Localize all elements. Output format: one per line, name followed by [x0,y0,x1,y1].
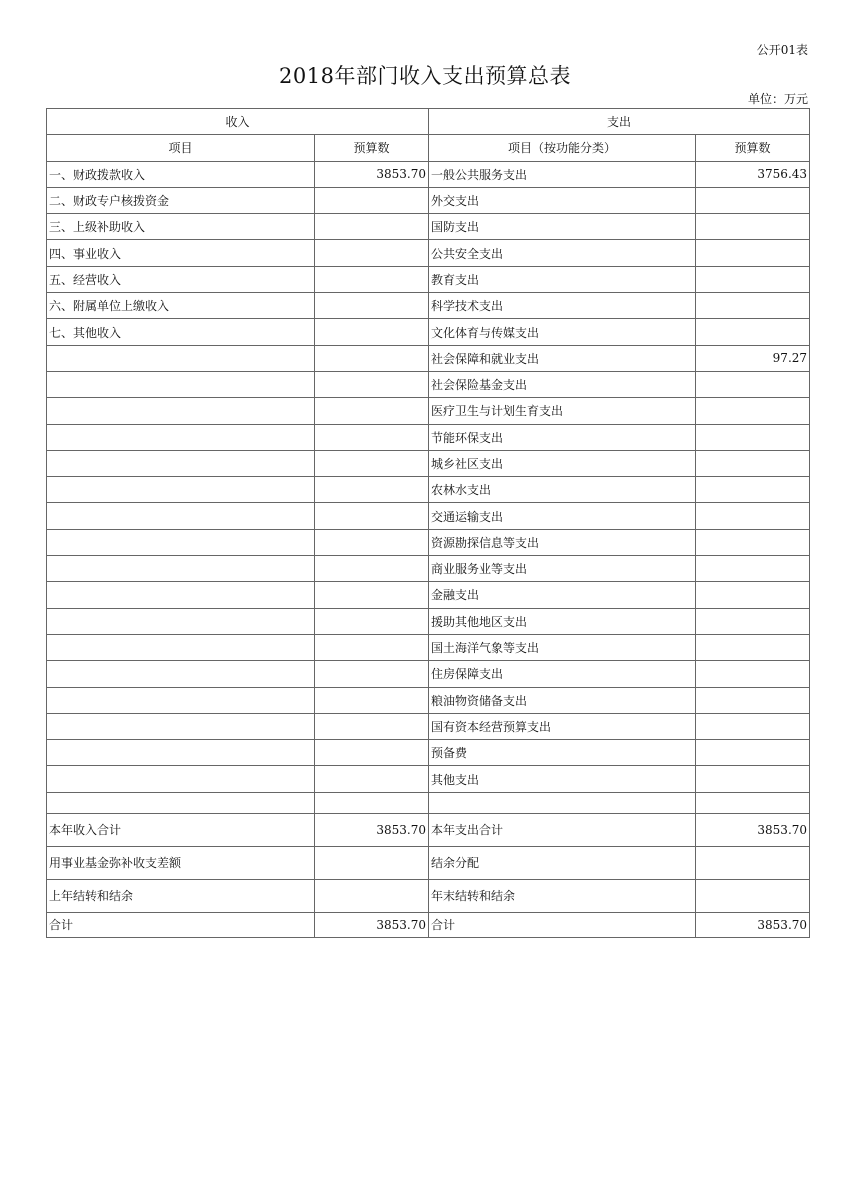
income-item-cell: 二、财政专户核拨资金 [47,187,315,213]
income-item-cell: 六、附属单位上缴收入 [47,293,315,319]
table-row [47,345,810,371]
expense-amount-cell [696,214,810,240]
table-row [47,214,810,240]
form-code: 公开01表 [756,43,808,57]
income-item-header: 项目 [47,135,315,161]
income-amount-cell [315,187,429,213]
expense-amount-cell [696,187,810,213]
income-item-cell [47,713,315,739]
expense-item-cell: 援助其他地区支出 [429,608,696,634]
expense-item-cell: 商业服务业等支出 [429,556,696,582]
expense-item-cell: 国防支出 [429,214,696,240]
table-row [47,450,810,476]
income-item-cell [47,345,315,371]
income-amount-cell [315,293,429,319]
income-amount-cell [315,345,429,371]
budget-table-body [47,109,810,938]
table-row [47,503,810,529]
table-row [47,266,810,292]
income-item-cell [47,529,315,555]
income-amount-cell [315,371,429,397]
expense-amount-cell: 3853.70 [696,813,810,846]
table-row [47,371,810,397]
expense-amount-cell [696,556,810,582]
expense-amount-cell [696,503,810,529]
table-row [47,766,810,792]
table-row [47,556,810,582]
expense-item-cell: 其他支出 [429,766,696,792]
table-row [47,424,810,450]
income-amount-cell [315,713,429,739]
expense-amount-cell: 3853.70 [696,912,810,937]
table-row [47,634,810,660]
expense-amount-cell [696,713,810,739]
header-row-sections [47,109,810,135]
income-amount-cell [315,582,429,608]
income-amount-cell [315,214,429,240]
expense-item-cell: 住房保障支出 [429,661,696,687]
expense-item-cell: 公共安全支出 [429,240,696,266]
table-row [47,293,810,319]
income-amount-cell [315,608,429,634]
income-amount-cell [315,266,429,292]
empty-cell [315,792,429,813]
income-item-cell [47,634,315,660]
income-item-cell: 上年结转和结余 [47,879,315,912]
income-item-cell [47,608,315,634]
income-item-cell: 四、事业收入 [47,240,315,266]
expense-amount-cell [696,661,810,687]
expense-amount-cell [696,240,810,266]
table-row [47,477,810,503]
empty-cell [47,792,315,813]
income-item-cell [47,687,315,713]
expense-amount-cell [696,529,810,555]
income-amount-cell: 3853.70 [315,912,429,937]
expense-item-cell: 年末结转和结余 [429,879,696,912]
expense-amount-cell [696,398,810,424]
table-row [47,161,810,187]
expense-amount-header: 预算数 [696,135,810,161]
expense-amount-cell [696,846,810,879]
table-row [47,687,810,713]
spacer-row [47,792,810,813]
income-amount-cell [315,450,429,476]
expense-item-cell: 国土海洋气象等支出 [429,634,696,660]
income-item-cell [47,766,315,792]
table-row [47,713,810,739]
summary-row-fund-adjustment [47,846,810,879]
income-amount-cell [315,634,429,660]
income-item-cell: 五、经营收入 [47,266,315,292]
income-amount-cell [315,766,429,792]
income-amount-cell [315,740,429,766]
income-amount-cell [315,879,429,912]
income-item-cell [47,661,315,687]
expense-amount-cell [696,293,810,319]
expense-item-cell: 预备费 [429,740,696,766]
income-amount-cell [315,398,429,424]
expense-amount-cell [696,634,810,660]
expense-item-cell: 社会保障和就业支出 [429,345,696,371]
income-amount-cell: 3853.70 [315,161,429,187]
expense-amount-cell [696,582,810,608]
table-row [47,582,810,608]
expense-item-cell: 文化体育与传媒支出 [429,319,696,345]
expense-amount-cell: 97.27 [696,345,810,371]
income-amount-header: 预算数 [315,135,429,161]
expense-amount-cell [696,608,810,634]
expense-amount-cell: 3756.43 [696,161,810,187]
expense-amount-cell [696,687,810,713]
income-amount-cell [315,240,429,266]
expense-amount-cell [696,371,810,397]
table-row [47,529,810,555]
income-item-cell: 一、财政拨款收入 [47,161,315,187]
table-row [47,608,810,634]
expense-item-cell: 科学技术支出 [429,293,696,319]
table-row [47,240,810,266]
expense-item-cell: 外交支出 [429,187,696,213]
expense-item-cell: 本年支出合计 [429,813,696,846]
income-amount-cell [315,661,429,687]
table-row [47,661,810,687]
empty-cell [696,792,810,813]
income-item-cell [47,450,315,476]
expense-item-cell: 资源勘探信息等支出 [429,529,696,555]
table-row [47,319,810,345]
income-item-cell [47,582,315,608]
income-amount-cell [315,319,429,345]
expense-item-cell: 交通运输支出 [429,503,696,529]
income-item-cell: 用事业基金弥补收支差额 [47,846,315,879]
income-item-cell: 三、上级补助收入 [47,214,315,240]
expense-item-cell: 金融支出 [429,582,696,608]
income-item-cell [47,398,315,424]
expense-item-cell: 合计 [429,912,696,937]
expense-item-cell: 农林水支出 [429,477,696,503]
expense-item-cell: 结余分配 [429,846,696,879]
income-item-cell: 本年收入合计 [47,813,315,846]
expense-item-cell: 教育支出 [429,266,696,292]
income-item-cell [47,740,315,766]
expense-item-header: 项目（按功能分类） [429,135,696,161]
expense-item-cell: 城乡社区支出 [429,450,696,476]
page-title: 2018年部门收入支出预算总表 [279,64,571,88]
expense-amount-cell [696,424,810,450]
summary-row-current-year-total [47,813,810,846]
expense-item-cell: 粮油物资储备支出 [429,687,696,713]
expense-item-cell: 医疗卫生与计划生育支出 [429,398,696,424]
income-amount-cell [315,846,429,879]
header-row-columns [47,135,810,161]
income-item-cell [47,371,315,397]
income-amount-cell [315,687,429,713]
income-amount-cell [315,424,429,450]
income-amount-cell [315,503,429,529]
income-amount-cell: 3853.70 [315,813,429,846]
table-row [47,187,810,213]
income-item-cell [47,556,315,582]
expense-item-cell: 节能环保支出 [429,424,696,450]
income-item-cell [47,503,315,529]
expense-amount-cell [696,879,810,912]
budget-table [46,108,810,938]
expense-amount-cell [696,319,810,345]
expense-amount-cell [696,740,810,766]
empty-cell [429,792,696,813]
expense-amount-cell [696,450,810,476]
income-section-header: 收入 [47,109,429,135]
expense-amount-cell [696,766,810,792]
income-amount-cell [315,477,429,503]
expense-item-cell: 一般公共服务支出 [429,161,696,187]
income-item-cell: 七、其他收入 [47,319,315,345]
expense-item-cell: 国有资本经营预算支出 [429,713,696,739]
income-item-cell [47,424,315,450]
grand-total-row [47,912,810,937]
unit-label: 单位：万元 [747,92,808,106]
table-row [47,398,810,424]
income-amount-cell [315,529,429,555]
expense-section-header: 支出 [429,109,810,135]
table-row [47,740,810,766]
expense-amount-cell [696,266,810,292]
expense-item-cell: 社会保险基金支出 [429,371,696,397]
summary-row-carryover [47,879,810,912]
income-item-cell [47,477,315,503]
income-item-cell: 合计 [47,912,315,937]
income-amount-cell [315,556,429,582]
expense-amount-cell [696,477,810,503]
